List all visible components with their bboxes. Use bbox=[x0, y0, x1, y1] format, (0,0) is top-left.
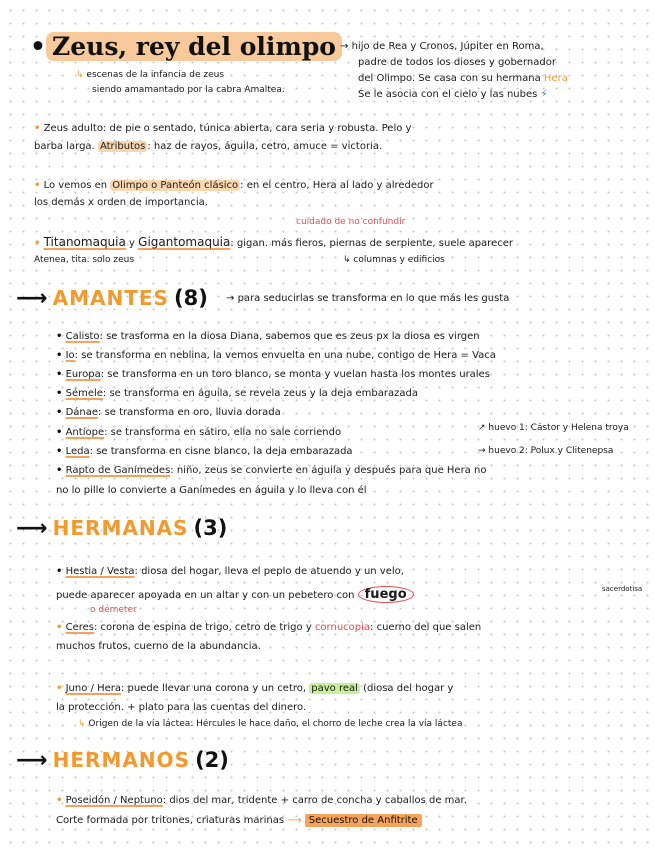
huevo-2: → huevo 2: Polux y Clitenepsa bbox=[478, 446, 614, 456]
list-item: • Dánae: se transforma en oro, lluvia dorada bbox=[56, 407, 281, 418]
adulto-line-1: • Zeus adulto: de pie o sentado, túnica abierta, cara seria y robusta. Pelo y bbox=[34, 123, 412, 134]
infancia-line-1: ↳ escenas de la infancia de zeus bbox=[76, 70, 225, 80]
poseidon-line-2: Corte formada por tritones, criaturas marinas ⟶ Secuestro de Anfitrite bbox=[56, 815, 422, 827]
section-arrow-icon: ⟶ bbox=[16, 516, 48, 541]
ganimedes-continuation: no lo pille lo convierte a Ganímedes en águila y lo lleva con él bbox=[56, 485, 367, 496]
list-item: • Leda: se transforma en cisne blanco, la deja embarazada bbox=[56, 446, 353, 457]
bullet-icon: • bbox=[34, 123, 41, 134]
title-bullet: • bbox=[30, 32, 46, 61]
section-arrow-icon: ⟶ bbox=[16, 748, 48, 773]
amantes-desc: → para seducirlas se transforma en lo que más les gusta bbox=[226, 293, 510, 304]
juno-line-2: la protección. + plato para las cuentas del dinero. bbox=[56, 702, 307, 713]
orange-arrow-icon: ↳ bbox=[76, 70, 84, 80]
hermanas-heading: ⟶ HERMANAS (3) bbox=[16, 516, 228, 541]
amantes-heading: ⟶ AMANTES (8) bbox=[16, 286, 208, 311]
list-item: • Rapto de Ganímedes: niño, zeus se convierte en águila y después para que Hera no bbox=[56, 465, 487, 476]
huevo-1: ↗ huevo 1: Cástor y Helena troya bbox=[478, 423, 629, 433]
list-item: • Io: se transforma en neblina, la vemos envuelta en una nube, contigo de Hera = Vaca bbox=[56, 350, 496, 361]
intro-line-1: → hijo de Rea y Cronos, Júpiter en Roma, bbox=[340, 41, 544, 52]
juno-line-1: • Juno / Hera: puede llevar una corona y un cetro, pavo real (diosa del hogar y bbox=[56, 683, 454, 694]
intro-line-2: padre de todos los dioses y gobernador bbox=[358, 57, 556, 68]
intro-line-3: del Olimpo. Se casa con su hermana Hera bbox=[358, 73, 568, 84]
demeter-note: o démeter bbox=[90, 605, 137, 615]
secuestro-highlight: Secuestro de Anfitrite bbox=[305, 814, 422, 827]
ceres-line-2: muchos frutos, cuerno de la abundancia. bbox=[56, 641, 261, 652]
list-item: • Sémele: se transforma en águila, se revela zeus y la deja embarazada bbox=[56, 388, 418, 399]
list-item: • Calisto: se trasforma en la diosa Diana, sabemos que es zeus px la diosa es virgen bbox=[56, 331, 480, 342]
sacerdotisa-note: sacerdotisa bbox=[602, 585, 643, 593]
adulto-line-2: barba larga. Atributos : haz de rayos, águila, cetro, amuce = victoria. bbox=[34, 141, 383, 152]
poseidon-line-1: • Poseidón / Neptuno: dios del mar, tridente + carro de concha y caballos de mar. bbox=[56, 795, 467, 806]
ceres-line-1: • Ceres: corona de espina de trigo, cetro de trigo y cornucopia: cuerno del que salen bbox=[56, 622, 482, 633]
warning-note: cuidado de no confundir bbox=[296, 217, 406, 227]
title-text: Zeus, rey del olimpo bbox=[46, 32, 342, 61]
list-item: • Antíope: se transforma en sátiro, ella no sale corriendo bbox=[56, 427, 342, 438]
guerras-line-3: ↳ columnas y edificios bbox=[343, 255, 445, 265]
infancia-line-2: siendo amamantado por la cabra Amaltea. bbox=[92, 85, 285, 95]
section-arrow-icon: ⟶ bbox=[16, 286, 48, 311]
hestia-line-2: puede aparecer apoyada en un altar y con un pebetero con fuego bbox=[56, 586, 414, 603]
juno-line-3: ↳ Origen de la vía láctea: Hércules le hace daño, el chorro de leche crea la vía láctea bbox=[78, 719, 463, 729]
list-item: • Europa: se transforma en un toro blanco, se monta y vuelan hasta los montes urales bbox=[56, 369, 490, 380]
olimpo-line-2: los demás x orden de importancia. bbox=[34, 197, 208, 208]
arrow-icon: → bbox=[340, 41, 349, 52]
guerras-line-1: • Titanomaquia y Gigantomaquia: gigan. más fieros, piernas de serpiente, suele aparecer bbox=[34, 235, 513, 249]
intro-line-4: Se le asocia con el cielo y las nubes ⚡ bbox=[358, 89, 548, 100]
guerras-line-2: Atenea, tita. solo zeus bbox=[34, 255, 135, 265]
page-title bbox=[30, 32, 342, 62]
hestia-line-1: • Hestia / Vesta: diosa del hogar, lleva el peplo de atuendo y un velo, bbox=[56, 566, 404, 577]
fuego-circled: fuego bbox=[358, 586, 414, 603]
hermanos-heading: ⟶ HERMANOS (2) bbox=[16, 748, 229, 773]
olimpo-line-1: • Lo vemos en Olimpo o Panteón clásico : en el centro, Hera al lado y alrededor bbox=[34, 180, 434, 191]
hera-highlight: Hera bbox=[543, 73, 568, 84]
lightning-icon: ⚡ bbox=[540, 89, 548, 100]
